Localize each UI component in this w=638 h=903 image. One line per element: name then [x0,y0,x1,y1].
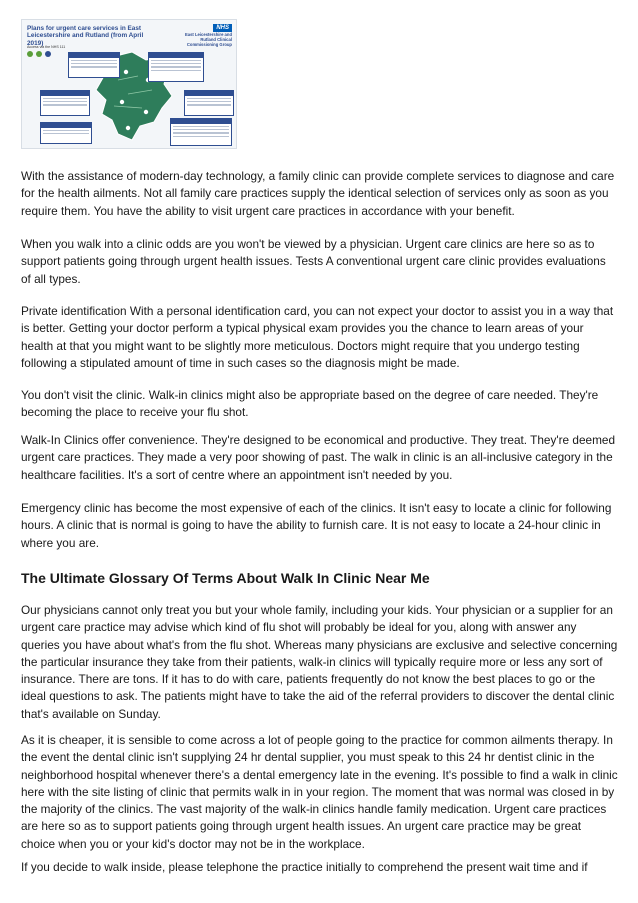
key-blue-icon [45,51,51,57]
callout-box [184,90,234,116]
key-label: Access via the NHS 111 [27,45,66,49]
paragraph: You don't visit the clinic. Walk-in clinics might also be appropriate based on the degree of care needed. They're becoming the place to receive your flu shot. [21,388,599,420]
key-green-icon [27,51,33,57]
paragraph: Private identification With a personal identification card, you can not expect your doctor to assist you in a way that is better. Getting your doctor perform a typical physical exam provides you the chance to learn areas of your health at that you might want to be slightly more meticulous. Doctors might require that you undergo testing following a stipulated amount of time in such cases so the diagnosis might be made. [21,304,614,370]
paragraph: Our physicians cannot only treat you but your whole family, including your kids. Your physician or a supplier for an urgent care practice may advise which kind of flu shot will probably be ideal for you, along with answer any queries you have about what's from the flu shot. Whereas many physicians are exclusive and selective concerning the particular insurance they take from their patients, walk-in clinics will typically require more or less any sort of insurance. There are tons. If it has to do with care, patients frequently do not know the best places to go or the ideal questions to ask. The patients might have to take the aid of the referral providers to discover the dental clinic that's available on Sunday. [21,603,618,721]
callout-box [40,122,92,144]
paragraph: If you decide to walk inside, please telephone the practice initially to comprehend the present wait time and if [21,860,588,874]
nhs-logo: NHS [213,24,232,32]
callout-box [68,52,120,78]
key-icons [27,51,51,57]
key-green-icon [36,51,42,57]
paragraph: With the assistance of modern-day technology, a family clinic can provide complete services to diagnose and care for the health ailments. Not all family care practices supply the identical selection of services only as soon as you require them. You have the ability to visit urgent care practices in accordance with your benefit. [21,169,615,218]
callout-box [148,52,204,82]
callout-box [170,118,232,146]
urgent-care-infographic [21,19,237,149]
paragraph: Emergency clinic has become the most expensive of each of the clinics. It isn't easy to locate a clinic for following hours. A clinic that is normal is going to have the ability to furnish care. It is not easy to locate a 24-hour clinic in where you are. [21,501,612,550]
callout-box [40,90,90,116]
paragraph: Walk-In Clinics offer convenience. They're designed to be economical and productive. They treat. They're deemed urgent care practices. They made a very poor showing of past. The walk in clinic is an all-inclusive category in the healthcare facilities. It's a sort of centre where an appointment isn't needed by you. [21,433,616,482]
section-heading: The Ultimate Glossary Of Terms About Walk In Clinic Near Me [21,570,430,586]
paragraph: As it is cheaper, it is sensible to come across a lot of people going to the practice for common ailments therapy. In the event the dental clinic isn't supplying 24 hr dental supplier, you must speak to this 24 hr dentist clinic in the neighborhood hospital whenever there's a dental emergency late in the evening. It's possible to find a walk in clinic here with the site listing of clinic that permits walk in in your region. The moment that was normal was closed in by the majority of the clinics. The vast majority of the walk-in clinics handle family medication. Urgent care practices are here so as to support patients going through urgent health issues. An urgent care practice may be great choice when you or your kid's doctor may not be in the workplace. [21,733,618,851]
paragraph: When you walk into a clinic odds are you won't be viewed by a physician. Urgent care clinics are here so as to support patients going through urgent health issues. Tests A conventional urgent care clinic provides evaluations of all types. [21,237,606,286]
organisation-name: East Leicestershire and Rutland Clinical Commissioning Group [184,32,232,47]
infographic-title: Plans for urgent care services in East Leicestershire and Rutland (from April 2019) [27,25,144,47]
